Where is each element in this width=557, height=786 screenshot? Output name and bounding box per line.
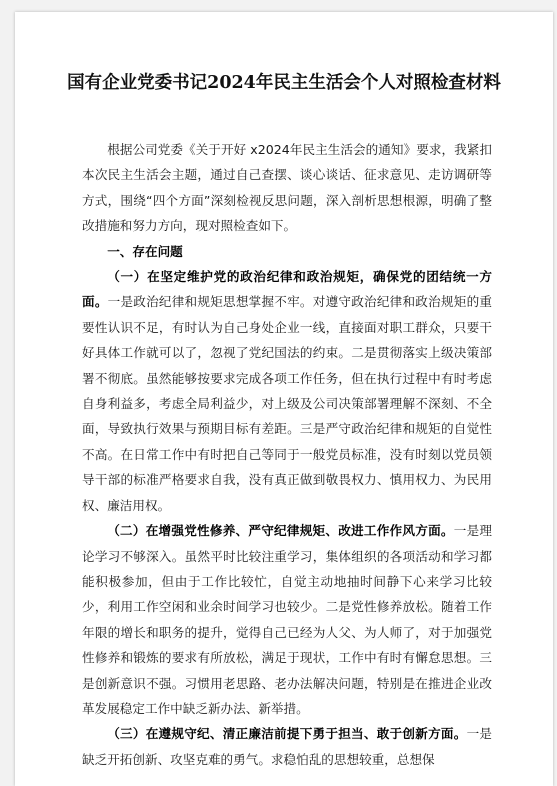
document-body: [82, 137, 492, 772]
subsection-1-heading: （一）在坚定维护党的政治纪律和政治规矩，确保党的团结统一方面。: [82, 269, 492, 310]
subsection-1-paragraph: [82, 264, 492, 518]
subsection-3-paragraph: [82, 721, 492, 772]
subsection-2-paragraph: [82, 518, 492, 721]
subsection-2-text: 一是理论学习不够深入。虽然平时比较注重学习，集体组织的各项活动和学习都能积极参加，但由于工作比较忙，自觉主动地抽时间静下心来学习比较少，利用工作空闲和业余时间学习也较少。二是党性修养放松。随着工作年限的增长和职务的提升，觉得自己已经为人父、为人师了，对于加强党性修养和锻炼的要求有所放松，满足于现状，工作中有时有懈怠思想。三是创新意识不强。习惯用老思路、老办法解决问题，特别是在推进企业改革发展稳定工作中缺乏新办法、新举措。: [82, 523, 493, 716]
subsection-1-text: 一是政治纪律和规矩思想掌握不牢。对遵守政治纪律和政治规矩的重要性认识不足，有时认为自己身处企业一线，直接面对职工群众，只要干好具体工作就可以了，忽视了党纪国法的约束。二是贯彻落实上级决策部署不彻底。虽然能够按要求完成各项工作任务，但在执行过程中有时考虑自身利益多，考虑全局利益少，对上级及公司决策部署理解不深刻、不全面，导致执行效果与预期目标有差距。三是严守政治纪律和规矩的自觉性不高。在日常工作中有时把自己等同于一般党员标准，没有时刻以党员领导干部的标准严格要求自我，没有真正做到敬畏权力、慎用权力、为民用权、廉洁用权。: [82, 294, 493, 513]
document-page: [15, 12, 553, 786]
intro-paragraph: 根据公司党委《关于开好 x2024年民主生活会的通知》要求，我紧扣本次民主生活会主题，通过自己查摆、谈心谈话、征求意见、走访调研等方式，围绕“四个方面”深刻检视反思问题，深入剖析思想根源，明确了整改措施和努力方向，现对照检查如下。: [82, 142, 492, 234]
subsection-3-heading: （三）在遵规守纪、清正廉洁前提下勇于担当、敢于创新方面。: [107, 726, 467, 742]
subsection-3-text: 一是缺乏开拓创新、攻坚克难的勇气。求稳怕乱的思想较重，总想保: [82, 726, 493, 767]
document-title: 国有企业党委书记2024年民主生活会个人对照检查材料: [67, 73, 501, 93]
subsection-2-heading: （二）在增强党性修养、严守纪律规矩、改进工作作风方面。: [107, 523, 454, 539]
section-heading: 一、存在问题: [107, 243, 183, 259]
